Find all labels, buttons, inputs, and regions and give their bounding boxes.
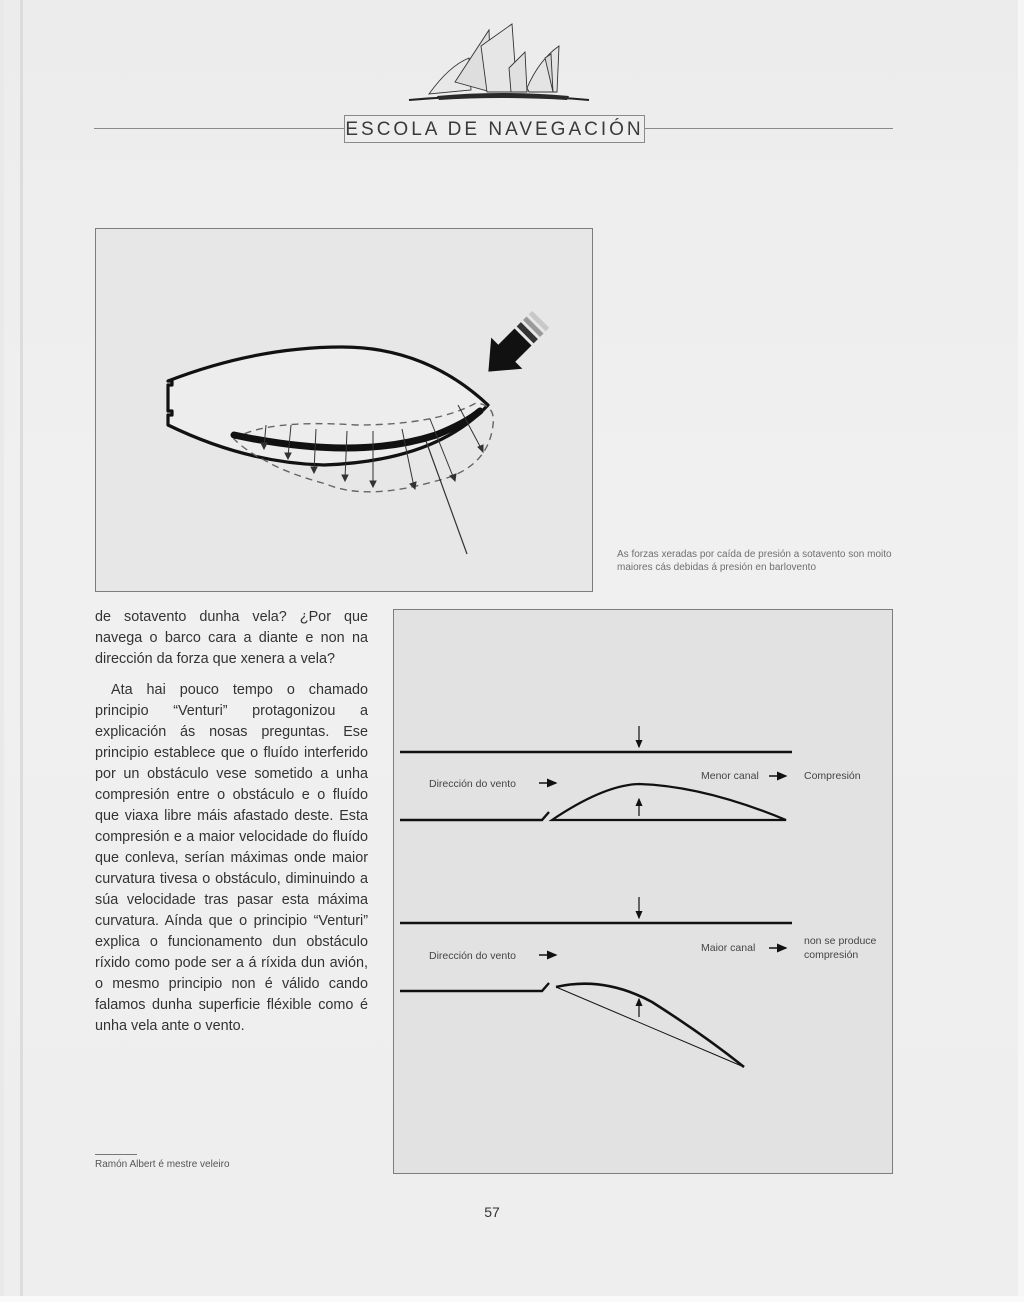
author-footnote: Ramón Albert é mestre veleiro [95, 1159, 230, 1170]
footnote-rule [95, 1154, 137, 1155]
figure-venturi-comparison [393, 609, 893, 1174]
page-edge-bottom [0, 1296, 1024, 1302]
paragraph: de sotavento dunha vela? ¿Por que navega o barco cara a diante e non na dirección da forza que xenera a vela? [95, 609, 368, 667]
article-body [95, 607, 368, 1037]
sailboats-illustration-icon [399, 18, 599, 108]
figure-sail-pressure [95, 228, 593, 592]
diagram-bottom [400, 897, 792, 1067]
header-rule-left [94, 128, 344, 129]
result-label-line1: non se produce [804, 935, 877, 947]
page-spine [20, 0, 23, 1296]
resultant-force-line [426, 441, 467, 554]
result-label-line2: compresión [804, 949, 859, 961]
venturi-diagram [394, 610, 894, 1175]
section-title: ESCOLA DE NAVEGACIÓN [344, 115, 645, 143]
page-edge-right [1018, 0, 1024, 1302]
result-label: Compresión [804, 770, 861, 782]
wind-direction-label: Dirección do vento [429, 778, 516, 790]
sail-pressure-diagram [96, 229, 594, 593]
channel-label: Maior canal [701, 942, 756, 954]
figure1-caption: As forzas xeradas por caída de presión a sotavento son moito maiores cás debidas á presión en barlovento [617, 549, 892, 573]
wind-direction-label: Dirección do vento [429, 950, 516, 962]
header-rule-right [645, 128, 893, 129]
channel-label: Menor canal [701, 770, 759, 782]
rigid-wing-profile [552, 784, 786, 820]
page-number: 57 [484, 1204, 500, 1220]
wind-arrow-icon [473, 304, 556, 387]
paragraph: Ata hai pouco tempo o chamado principio “Venturi” protagonizou a explicación ás nosas preguntas. Ese principio establece que o fluído interferido por un obstáculo vese sometido a unha compresión entre o obstáculo e o fluído que viaxa libre máis afastado deste. Esta compresión e a maior velocidade do fluído que conleva, serían máximas onde maior curvatura tivesa o obstáculo, diminuindo a súa velocidade tras pasar esta máxima curvatura. Aínda que o principio “Venturi” explica o funcionamento dun obstáculo ríxido como pode ser a á ríxida dun avión, o mesmo principio non é válido cando falamos dunha superficie fléxible como é unha vela ante o vento. [95, 682, 368, 1034]
magazine-page [4, 0, 1024, 1296]
